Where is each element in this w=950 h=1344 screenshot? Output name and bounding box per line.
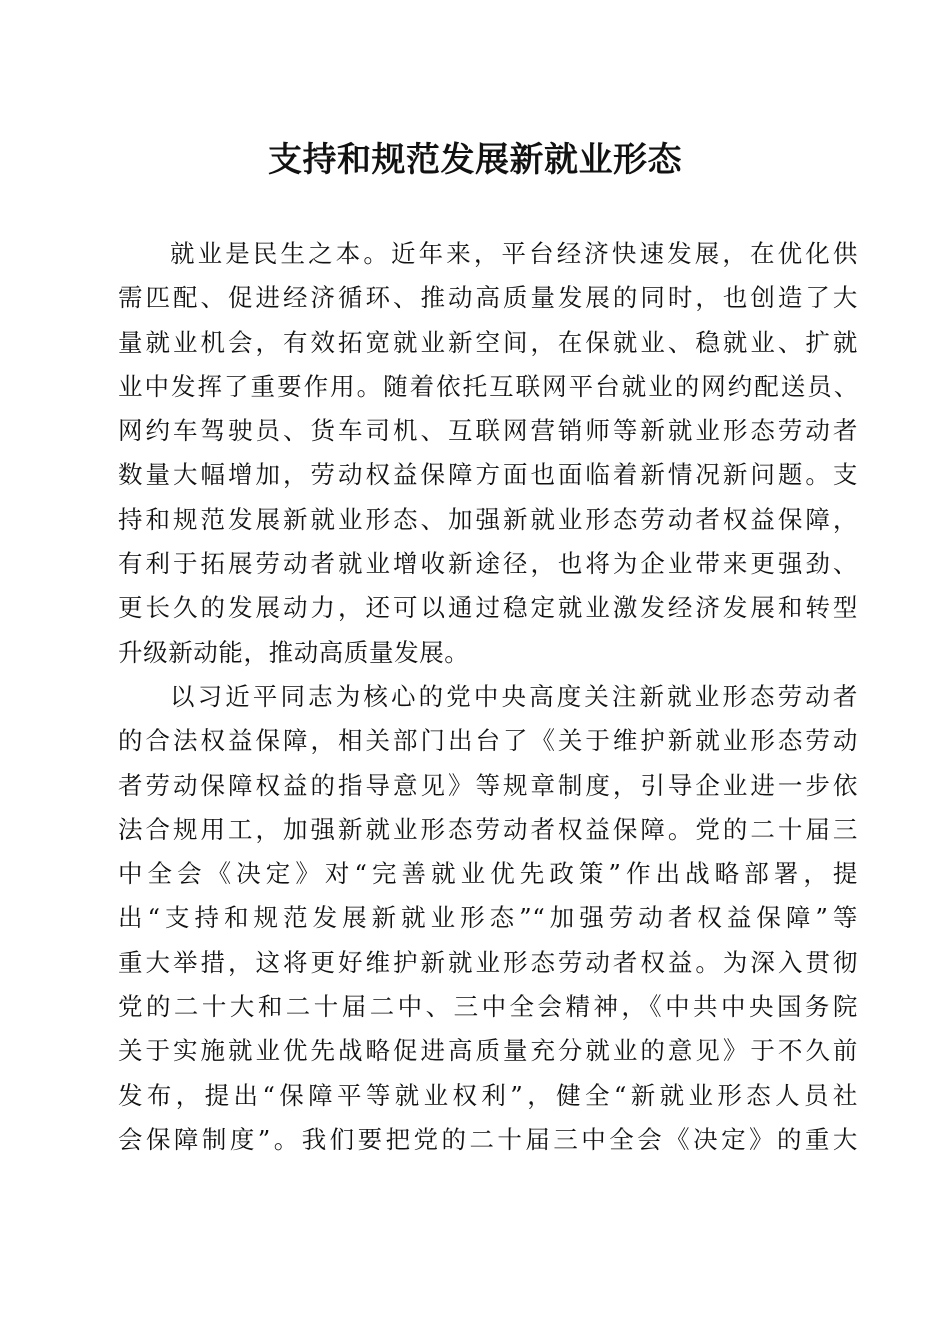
text-line: 发布，提出“保障平等就业权利”，健全“新就业形态人员社	[118, 1080, 858, 1110]
text-line: 中全会《决定》对“完善就业优先政策”作出战略部署，提	[118, 859, 858, 889]
text-line: 网约车驾驶员、货车司机、互联网营销师等新就业形态劳动者	[118, 416, 858, 446]
text-line: 重大举措，这将更好维护新就业形态劳动者权益。为深入贯彻	[118, 947, 858, 977]
text-line: 者劳动保障权益的指导意见》等规章制度，引导企业进一步依	[118, 770, 858, 800]
text-line: 党的二十大和二十届二中、三中全会精神，《中共中央国务院	[118, 992, 858, 1022]
text-line: 法合规用工，加强新就业形态劳动者权益保障。党的二十届三	[118, 814, 858, 844]
text-line: 数量大幅增加，劳动权益保障方面也面临着新情况新问题。支	[118, 460, 858, 490]
text-line: 需匹配、促进经济循环、推动高质量发展的同时，也创造了大	[118, 283, 858, 313]
text-line: 以习近平同志为核心的党中央高度关注新就业形态劳动者	[170, 681, 858, 711]
text-line: 的合法权益保障，相关部门出台了《关于维护新就业形态劳动	[118, 726, 858, 756]
text-line: 有利于拓展劳动者就业增收新途径，也将为企业带来更强劲、	[118, 549, 858, 579]
text-line: 升级新动能，推动高质量发展。	[118, 637, 470, 667]
text-line: 更长久的发展动力，还可以通过稳定就业激发经济发展和转型	[118, 593, 858, 623]
document-body	[118, 232, 858, 1162]
text-line: 出“支持和规范发展新就业形态”“加强劳动者权益保障”等	[118, 903, 858, 933]
text-line: 业中发挥了重要作用。随着依托互联网平台就业的网约配送员、	[118, 371, 858, 401]
paragraph-1	[118, 232, 858, 675]
paragraph-2	[118, 675, 858, 1162]
text-line: 会保障制度”。我们要把党的二十届三中全会《决定》的重大	[118, 1124, 858, 1154]
text-line: 就业是民生之本。近年来，平台经济快速发展，在优化供	[170, 239, 858, 268]
text-line: 关于实施就业优先战略促进高质量充分就业的意见》于不久前	[118, 1036, 858, 1066]
text-line: 量就业机会，有效拓宽就业新空间，在保就业、稳就业、扩就	[118, 327, 858, 357]
document-title: 支持和规范发展新就业形态	[268, 140, 682, 180]
text-line: 持和规范发展新就业形态、加强新就业形态劳动者权益保障，	[118, 504, 858, 534]
